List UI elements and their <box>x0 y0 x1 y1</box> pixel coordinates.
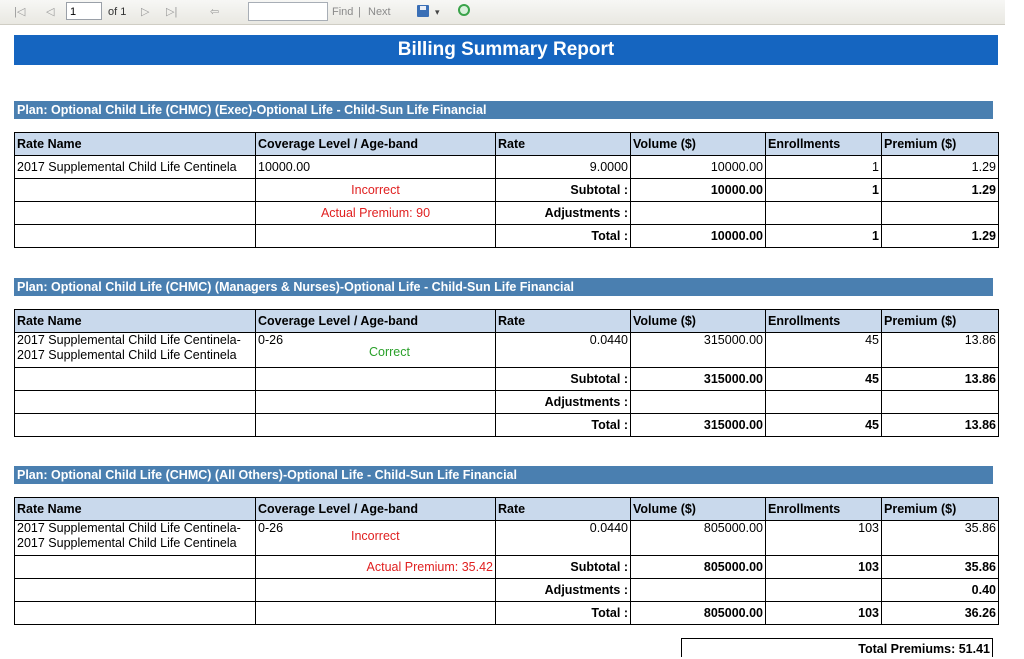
total-label: Total : <box>496 602 631 625</box>
refresh-icon[interactable] <box>458 4 470 16</box>
rate-value: 9.0000 <box>496 156 631 179</box>
coverage-level: 10000.00 <box>256 156 496 179</box>
total-row <box>15 414 999 437</box>
report-title: Billing Summary Report <box>14 35 998 65</box>
table-header-row <box>15 498 999 521</box>
page-count-label: of 1 <box>108 6 127 18</box>
total-row <box>15 225 999 248</box>
total-premium: 1.29 <box>882 225 999 248</box>
col-premium: Premium ($) <box>882 498 999 521</box>
export-dropdown-chevron-icon[interactable]: ▾ <box>435 7 440 17</box>
col-enrollments: Enrollments <box>766 498 882 521</box>
col-rate: Rate <box>496 498 631 521</box>
table-row <box>15 156 999 179</box>
page-number-input[interactable]: 1 <box>66 2 102 20</box>
coverage-level: 0-26 Incorrect <box>256 521 496 556</box>
next-page-icon[interactable]: ▷ <box>141 6 150 18</box>
subtotal-premium: 35.86 <box>882 556 999 579</box>
col-volume: Volume ($) <box>631 133 766 156</box>
coverage-level: 0-26 Correct <box>256 333 496 368</box>
plan-title-managers-nurses: Plan: Optional Child Life (CHMC) (Managers & Nurses)-Optional Life - Child-Sun Life Financial <box>14 278 993 296</box>
premium-value: 1.29 <box>882 156 999 179</box>
plan-title-all-others: Plan: Optional Child Life (CHMC) (All Others)-Optional Life - Child-Sun Life Financial <box>14 466 993 484</box>
rate-value: 0.0440 <box>496 521 631 556</box>
status-note-incorrect: Incorrect <box>351 529 400 543</box>
total-premium: 36.26 <box>882 602 999 625</box>
subtotal-row <box>15 179 999 202</box>
find-next-link[interactable]: Next <box>368 6 391 18</box>
actual-premium-note: Actual Premium: 90 <box>256 202 496 225</box>
plan-title-exec: Plan: Optional Child Life (CHMC) (Exec)-Optional Life - Child-Sun Life Financial <box>14 101 993 119</box>
premium-value: 13.86 <box>882 333 999 368</box>
table-header-row <box>15 310 999 333</box>
enrollments-value: 103 <box>766 521 882 556</box>
total-premiums: Total Premiums: 51.41 <box>681 638 993 657</box>
subtotal-enrollments: 45 <box>766 368 882 391</box>
col-coverage: Coverage Level / Age-band <box>256 133 496 156</box>
status-note-correct: Correct <box>369 345 410 359</box>
subtotal-row <box>15 556 999 579</box>
adjustment-premium: 0.40 <box>882 579 999 602</box>
subtotal-volume: 315000.00 <box>631 368 766 391</box>
col-premium: Premium ($) <box>882 310 999 333</box>
status-note-incorrect: Incorrect <box>256 179 496 202</box>
total-volume: 10000.00 <box>631 225 766 248</box>
adjustments-label: Adjustments : <box>496 202 631 225</box>
find-separator: | <box>358 6 361 18</box>
plan-table-exec <box>14 132 999 248</box>
export-save-icon[interactable] <box>417 5 429 17</box>
plan-table-managers-nurses <box>14 309 999 437</box>
adjustment-premium <box>882 391 999 414</box>
first-page-icon[interactable]: |◁ <box>14 6 26 18</box>
col-rate: Rate <box>496 133 631 156</box>
total-label: Total : <box>496 414 631 437</box>
col-rate-name: Rate Name <box>15 133 256 156</box>
total-enrollments: 45 <box>766 414 882 437</box>
subtotal-label: Subtotal : <box>496 556 631 579</box>
col-rate-name: Rate Name <box>15 310 256 333</box>
total-volume: 805000.00 <box>631 602 766 625</box>
volume-value: 315000.00 <box>631 333 766 368</box>
subtotal-row <box>15 368 999 391</box>
enrollments-value: 45 <box>766 333 882 368</box>
subtotal-label: Subtotal : <box>496 179 631 202</box>
col-volume: Volume ($) <box>631 310 766 333</box>
subtotal-premium: 1.29 <box>882 179 999 202</box>
back-to-parent-icon[interactable]: ⇦ <box>210 6 220 18</box>
col-enrollments: Enrollments <box>766 310 882 333</box>
adjustments-row <box>15 202 999 225</box>
rate-name: 2017 Supplemental Child Life Centinela- 2017 Supplemental Child Life Centinela <box>15 521 256 556</box>
col-coverage: Coverage Level / Age-band <box>256 310 496 333</box>
adjustments-row <box>15 579 999 602</box>
premium-value: 35.86 <box>882 521 999 556</box>
find-link[interactable]: Find <box>332 6 354 18</box>
report-toolbar <box>0 0 1005 25</box>
volume-value: 805000.00 <box>631 521 766 556</box>
col-rate: Rate <box>496 310 631 333</box>
subtotal-label: Subtotal : <box>496 368 631 391</box>
subtotal-enrollments: 103 <box>766 556 882 579</box>
subtotal-volume: 10000.00 <box>631 179 766 202</box>
volume-value: 10000.00 <box>631 156 766 179</box>
col-enrollments: Enrollments <box>766 133 882 156</box>
find-input[interactable] <box>248 2 328 21</box>
adjustment-premium <box>882 202 999 225</box>
col-coverage: Coverage Level / Age-band <box>256 498 496 521</box>
adjustments-label: Adjustments : <box>496 579 631 602</box>
total-volume: 315000.00 <box>631 414 766 437</box>
plan-table-all-others <box>14 497 999 625</box>
table-row <box>15 333 999 368</box>
total-premium: 13.86 <box>882 414 999 437</box>
previous-page-icon[interactable]: ◁ <box>46 6 55 18</box>
subtotal-premium: 13.86 <box>882 368 999 391</box>
rate-name: 2017 Supplemental Child Life Centinela <box>15 156 256 179</box>
adjustments-row <box>15 391 999 414</box>
last-page-icon[interactable]: ▷| <box>166 6 178 18</box>
total-enrollments: 103 <box>766 602 882 625</box>
total-enrollments: 1 <box>766 225 882 248</box>
adjustments-label: Adjustments : <box>496 391 631 414</box>
enrollments-value: 1 <box>766 156 882 179</box>
col-rate-name: Rate Name <box>15 498 256 521</box>
rate-name: 2017 Supplemental Child Life Centinela- 2017 Supplemental Child Life Centinela <box>15 333 256 368</box>
rate-value: 0.0440 <box>496 333 631 368</box>
subtotal-volume: 805000.00 <box>631 556 766 579</box>
col-premium: Premium ($) <box>882 133 999 156</box>
actual-premium-note: Actual Premium: 35.42 <box>256 556 496 579</box>
total-label: Total : <box>496 225 631 248</box>
subtotal-enrollments: 1 <box>766 179 882 202</box>
table-header-row <box>15 133 999 156</box>
col-volume: Volume ($) <box>631 498 766 521</box>
table-row <box>15 521 999 556</box>
total-row <box>15 602 999 625</box>
